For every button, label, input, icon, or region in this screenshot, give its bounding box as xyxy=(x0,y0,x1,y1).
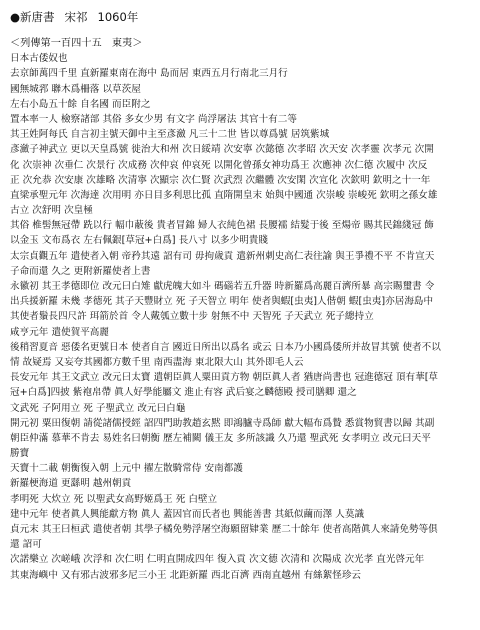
text-line: 次諾樂立 次嵯峨 次浮和 次仁明 仁明直開成四年 復入貢 次文德 次清和 次陽成 次光孝 直光啓元年 xyxy=(10,554,425,566)
text-line: 置本率一人 檢察諸部 其俗 多女少男 有文字 尚浮屠法 其官十有二等 xyxy=(10,113,297,125)
text-line: 還 詔可 xyxy=(10,539,42,551)
text-line: 日本古倭奴也 xyxy=(10,53,68,65)
text-line: 正 次允恭 次安康 次雄略 次清寧 次顯宗 次仁賢 次武烈 次繼體 次安閑 次宣化 次欽明 欽明之十一年 xyxy=(10,174,431,186)
author-name: 宋祁 xyxy=(64,10,88,24)
text-line: 直梁承聖元年 次海達 次用明 亦日目多利思比孤 直隋開皇末 始與中國通 次崇峻 崇峻死 欽明之孫女雄 xyxy=(10,189,438,201)
text-line: 以金玉 文布爲衣 左右佩銀[草冠+白爲] 長八寸 以多少明貴賤 xyxy=(10,235,268,247)
text-line: 孝明死 大炊立 死 以聖武女高野姬爲王 死 白壁立 xyxy=(10,493,218,505)
text-line: 其王姓阿每氏 自言初主號天御中主至彥瀲 凡三十二世 皆以尊爲號 居筑紫城 xyxy=(10,129,330,141)
text-line: 子命而還 久之 更附新羅使者上書 xyxy=(10,265,151,277)
text-line: 出兵援新羅 未幾 孝德死 其子天豐財立 死 子天智立 明年 使者與蝦[虫夷]人偕朝 蝦[虫夷]亦居海島中 xyxy=(10,296,434,308)
text-line: 左右小島五十餘 自名國 而臣附之 xyxy=(10,98,151,110)
section-title: ＜列傳第一百四十五 東夷＞ xyxy=(10,38,143,49)
text-line: 太宗貞觀五年 遣使者入朝 帝矜其遠 詔有司 毋拘歲貢 遣新州刺史高仁表往諭 與王爭禮不平 不肯宣天 xyxy=(10,250,435,262)
text-line: 勝寶 xyxy=(10,448,30,460)
text-line: 永徽初 其王孝德即位 改元曰白雉 獻虎魄大如斗 碼碯若五升器 時新羅爲高麗百濟所暴 高宗賜璽書 令 xyxy=(10,281,435,292)
text-line: 建中元年 使者眞人興能獻方物 眞人 蓋因官而氏者也 興能善書 其紙似繭而澤 人莫識 xyxy=(10,508,365,520)
text-line: 古立 次舒明 次皇極 xyxy=(10,205,93,217)
text-line: 其使者鬚長四尺許 珥箭於首 令人戴瓠立數十步 射無不中 天智死 子天武立 死子總持立 xyxy=(10,311,374,323)
text-line: 後稍習夏音 惡倭名更號日本 使者自言 國近日所出以爲名 或云 日本乃小國爲倭所并故冒其號 使者不以 xyxy=(10,341,441,353)
text-line: 彥瀲子神武立 更以天皇爲號 徙治大和州 次日綏靖 次安寧 次懿德 次孝昭 次天安 次孝靈 次孝元 次開 xyxy=(10,144,434,156)
book-title: ●新唐書 xyxy=(10,10,55,24)
text-line: 貞元末 其王曰桓武 遣使者朝 其學子橘免勢浮屠空海願留肄業 歷二十餘年 使者高階眞人來請免勢等俱 xyxy=(10,524,438,535)
text-line: 其俗 椎髻無冠帶 跣以行 幅巾蔽後 貴者冒錦 婦人衣純色裙 長腰襦 結髮于後 至煬帝 賜其民錦綫冠 飾 xyxy=(10,220,434,232)
text-line: 情 故疑焉 又妄夸其國都方數千里 南西盡海 東北限大山 其外即毛人云 xyxy=(10,356,304,368)
text-line: 新羅梗海道 更繇明 越州朝貢 xyxy=(10,478,132,490)
text-line: 開元初 粟田復朝 請從諸儒授經 詔四門助教趙玄黙 即鴻臚寺爲師 獻大幅布爲贄 悉賞物貿書以歸 其副 xyxy=(10,417,435,429)
text-line: 長安元年 其王文武立 改元曰太寶 遣朝臣眞人粟田貢方物 朝臣眞人者 猶唐尚書也 冠進德冠 頂有華[草 xyxy=(10,372,439,384)
text-line: 朝臣仲滿 慕華不肯去 易姓名曰朝衡 歷左補闕 儀王友 多所該識 久乃還 聖武死 女孝明立 改元曰天平 xyxy=(10,432,431,444)
text-body xyxy=(10,51,472,583)
text-line: 咸亨元年 遣使賀平高麗 xyxy=(10,326,109,338)
text-line: 天寶十二載 朝衡復入朝 上元中 擢左散騎常侍 安南都護 xyxy=(10,463,243,475)
text-line: 去京師萬四千里 直新羅東南在海中 島而居 東西五月行南北三月行 xyxy=(10,68,288,80)
publication-year: 1060年 xyxy=(97,10,139,24)
document-header xyxy=(10,8,472,28)
text-line: 冠+白爲]四披 紫袍帛帶 眞人好學能屬文 進止有容 武后宴之麟德殿 授司膳卿 還之 xyxy=(10,387,357,399)
text-line: 國無城郛 聯木爲柵落 以草茨屋 xyxy=(10,83,141,95)
text-line: 文武死 子阿用立 死 子聖武立 改元曰白龜 xyxy=(10,402,186,414)
text-line: 其東海嶼中 又有邪古波邪多尼三小王 北距新羅 西北百濟 西南直越州 有絲絮怪珍云 xyxy=(10,569,362,581)
text-line: 化 次崇神 次垂仁 次景行 次成務 次仲哀 仲哀死 以開化曾孫女神功爲王 次應神 次仁德 次履中 次反 xyxy=(10,159,428,171)
